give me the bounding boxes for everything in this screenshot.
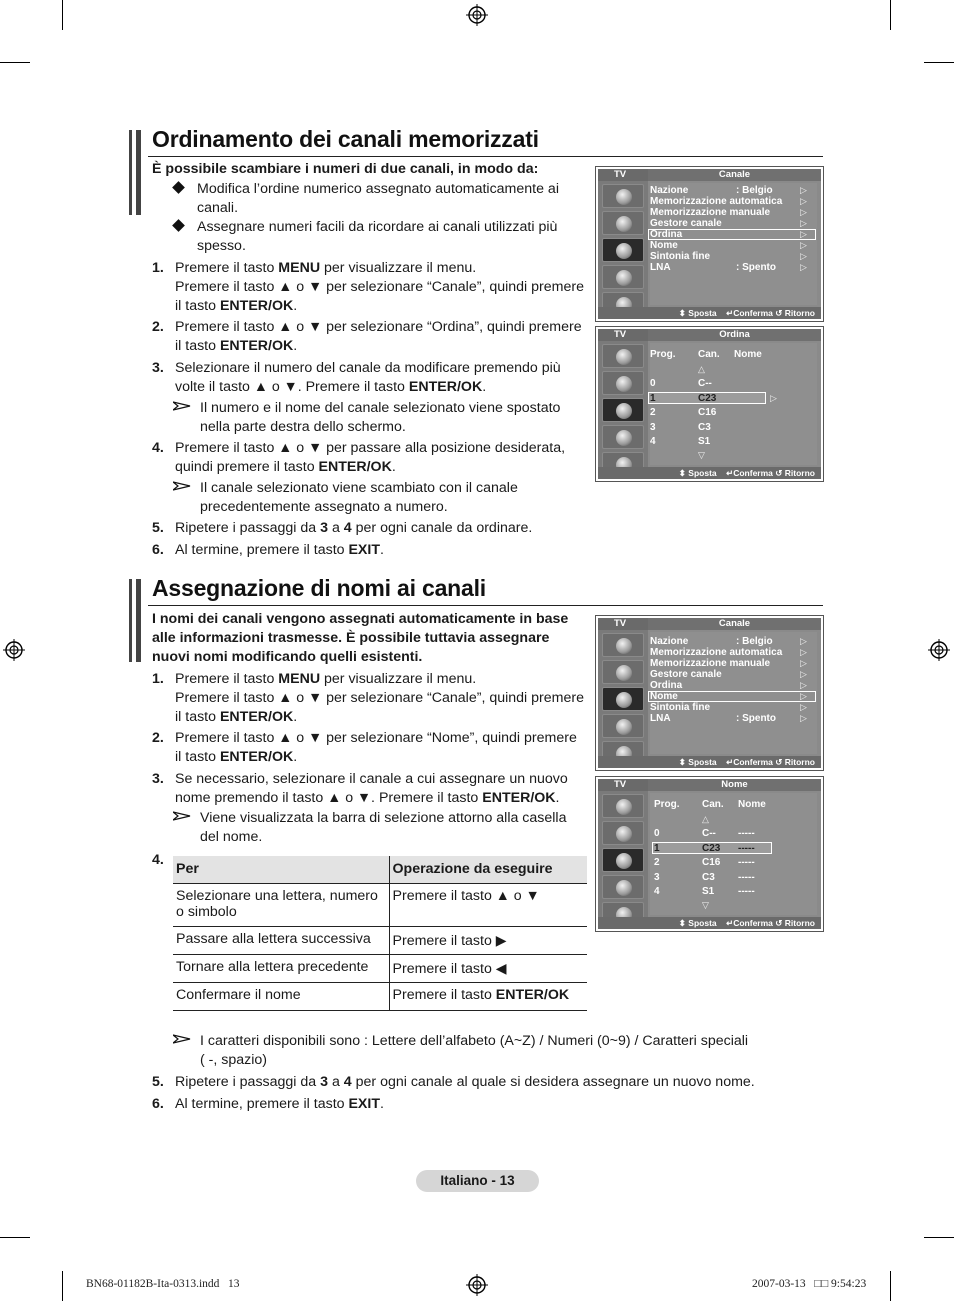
osd-tv-label: TV bbox=[598, 329, 648, 341]
arrow-right-icon: ▷ bbox=[800, 647, 807, 657]
arrow-right-icon: ▷ bbox=[800, 658, 807, 668]
channel-menu-icon bbox=[602, 687, 644, 711]
table-row bbox=[173, 982, 587, 1010]
osd-title: Nome bbox=[648, 779, 821, 791]
registration-mark-icon bbox=[928, 639, 950, 661]
arrow-down-icon: ▽ bbox=[698, 450, 705, 460]
osd-can[interactable]: S1 bbox=[698, 436, 711, 447]
osd-canale-menu bbox=[595, 615, 824, 771]
picture-menu-icon bbox=[602, 794, 644, 818]
table-row bbox=[173, 954, 587, 982]
osd-footer: ⬍ Sposta ↵Conferma ↺ Ritorno bbox=[598, 307, 821, 319]
osd-title: Canale bbox=[648, 169, 821, 181]
osd-col-header: Prog. bbox=[650, 349, 676, 360]
osd-menu-item[interactable]: Gestore canale bbox=[650, 669, 722, 680]
table-cell: Passare alla lettera successiva bbox=[173, 926, 389, 954]
enter-icon: ↵ bbox=[726, 468, 734, 478]
step-number: 1. bbox=[152, 671, 164, 687]
step-text: Al termine, premere il tasto EXIT. bbox=[175, 542, 384, 558]
osd-can[interactable]: C3 bbox=[702, 872, 715, 883]
osd-menu-value: : Spento bbox=[736, 262, 776, 273]
osd-tv-label: TV bbox=[598, 618, 648, 630]
channel-menu-icon bbox=[602, 238, 644, 262]
osd-menu-item[interactable]: LNA bbox=[650, 262, 671, 273]
osd-menu-item[interactable]: Nazione bbox=[650, 636, 689, 647]
osd-menu-item[interactable]: Memorizzazione automatica bbox=[650, 647, 783, 658]
section-bar bbox=[136, 130, 141, 215]
step-text: Premere il tasto ▲ o ▼ per selezionare “Ordina”, quindi premere il tasto ENTER/OK. bbox=[175, 319, 582, 354]
osd-menu-item[interactable]: Nome bbox=[650, 240, 678, 251]
osd-col-header: Nome bbox=[734, 349, 762, 360]
return-icon: ↺ bbox=[775, 918, 783, 928]
note-text: I caratteri disponibili sono : Lettere dell’alfabeto (A~Z) / Numeri (0~9) / Caratteri speciali ( -, spazio) bbox=[200, 1033, 749, 1068]
step-text: Premere il tasto MENU per visualizzare il menu. Premere il tasto ▲ o ▼ per selezionare “Canale”, quindi premere il tasto ENTER/OK. bbox=[175, 260, 584, 314]
section-title: Ordinamento dei canali memorizzati bbox=[152, 126, 539, 152]
osd-col-header: Can. bbox=[698, 349, 720, 360]
section-title: Assegnazione di nomi ai canali bbox=[152, 575, 486, 601]
osd-prog[interactable]: 1 bbox=[650, 393, 656, 404]
osd-menu-item[interactable]: Memorizzazione automatica bbox=[650, 196, 783, 207]
crop-mark bbox=[62, 0, 63, 30]
crop-mark bbox=[890, 1271, 891, 1301]
osd-tv-label: TV bbox=[598, 779, 648, 791]
osd-nome[interactable]: ----- bbox=[738, 886, 755, 897]
sound-menu-icon bbox=[602, 211, 644, 235]
print-date: 2007-03-13 □□ 9:54:23 bbox=[752, 1278, 867, 1290]
osd-can[interactable]: C23 bbox=[702, 843, 721, 854]
osd-menu-item[interactable]: Gestore canale bbox=[650, 218, 722, 229]
arrow-right-icon: ▷ bbox=[800, 240, 807, 250]
step-text: Ripetere i passaggi da 3 a 4 per ogni canale da ordinare. bbox=[175, 520, 533, 536]
osd-prog[interactable]: 1 bbox=[654, 843, 660, 854]
crop-mark bbox=[924, 1237, 954, 1238]
step-number: 3. bbox=[152, 771, 164, 787]
osd-prog[interactable]: 4 bbox=[650, 436, 656, 447]
crop-mark bbox=[924, 62, 954, 63]
osd-menu-item[interactable]: Sintonia fine bbox=[650, 702, 710, 713]
step-number: 4. bbox=[152, 440, 164, 456]
osd-prog[interactable]: 3 bbox=[654, 872, 660, 883]
picture-menu-icon bbox=[602, 344, 644, 368]
picture-menu-icon bbox=[602, 633, 644, 657]
osd-canale-menu bbox=[595, 166, 824, 322]
osd-nome[interactable]: ----- bbox=[738, 872, 755, 883]
osd-nome[interactable]: ----- bbox=[738, 843, 755, 854]
osd-prog[interactable]: 0 bbox=[654, 828, 660, 839]
osd-footer: ⬍ Sposta ↵Conferma ↺ Ritorno bbox=[598, 756, 821, 768]
arrow-right-icon: ▷ bbox=[800, 251, 807, 261]
osd-menu-item[interactable]: Nazione bbox=[650, 185, 689, 196]
osd-menu-item[interactable]: Sintonia fine bbox=[650, 251, 710, 262]
osd-col-header: Can. bbox=[702, 799, 724, 810]
channel-menu-icon bbox=[602, 398, 644, 422]
osd-menu-value: : Spento bbox=[736, 713, 776, 724]
section-bar bbox=[129, 579, 132, 662]
osd-nome[interactable]: ----- bbox=[738, 857, 755, 868]
return-icon: ↺ bbox=[775, 468, 783, 478]
intro-text: È possibile scambiare i numeri di due canali, in modo da: bbox=[152, 161, 539, 177]
move-icon: ⬍ bbox=[678, 918, 686, 928]
osd-sidebar bbox=[598, 181, 648, 307]
arrow-up-icon: △ bbox=[702, 814, 709, 824]
arrow-up-icon: △ bbox=[698, 364, 705, 374]
file-info: BN68-01182B-Ita-0313.indd 13 bbox=[86, 1278, 240, 1290]
return-icon: ↺ bbox=[775, 308, 783, 318]
arrow-right-icon: ▷ bbox=[800, 702, 807, 712]
table-cell: Premere il tasto ▲ o ▼ bbox=[389, 883, 587, 926]
note-text: Viene visualizzata la barra di selezione attorno alla casella del nome. bbox=[200, 810, 567, 845]
section-bar bbox=[129, 130, 132, 215]
setup-menu-icon bbox=[602, 875, 644, 899]
note-text: Il canale selezionato viene scambiato con il canale precedentemente assegnato a numero. bbox=[200, 480, 518, 515]
osd-can[interactable]: C16 bbox=[698, 407, 717, 418]
step-number: 1. bbox=[152, 260, 164, 276]
table-cell: Premere il tasto ENTER/OK bbox=[389, 982, 587, 1010]
osd-nome[interactable]: ----- bbox=[738, 828, 755, 839]
page-number-pill: Italiano - 13 bbox=[416, 1170, 539, 1192]
osd-tv-label: TV bbox=[598, 169, 648, 181]
osd-can[interactable]: S1 bbox=[702, 886, 715, 897]
step-text: Al termine, premere il tasto EXIT. bbox=[175, 1096, 384, 1112]
return-icon: ↺ bbox=[775, 757, 783, 767]
note-arrow-icon bbox=[173, 481, 191, 491]
crop-mark bbox=[0, 62, 30, 63]
table-cell: Confermare il nome bbox=[173, 982, 389, 1010]
table-row bbox=[173, 926, 587, 954]
registration-mark-icon bbox=[3, 639, 25, 661]
arrow-right-icon: ▷ bbox=[800, 229, 807, 239]
sound-menu-icon bbox=[602, 660, 644, 684]
key-table bbox=[173, 856, 587, 1011]
arrow-right-icon: ▷ bbox=[800, 669, 807, 679]
table-row bbox=[173, 883, 587, 926]
table-header-cell: Per bbox=[173, 856, 389, 883]
osd-menu-value: : Belgio bbox=[736, 636, 773, 647]
step-text: Ripetere i passaggi da 3 a 4 per ogni canale al quale si desidera assegnare un nuovo nome. bbox=[175, 1074, 755, 1090]
step-number: 3. bbox=[152, 360, 164, 376]
step-text: Premere il tasto ▲ o ▼ per passare alla posizione desiderata, quindi premere il tasto ENTER/OK. bbox=[175, 440, 566, 475]
osd-prog[interactable]: 3 bbox=[650, 422, 656, 433]
setup-menu-icon bbox=[602, 265, 644, 289]
arrow-down-icon: ▽ bbox=[702, 900, 709, 910]
section-bar bbox=[136, 579, 141, 662]
note-arrow-icon bbox=[173, 401, 191, 411]
step-number: 2. bbox=[152, 730, 164, 746]
registration-mark-icon bbox=[466, 4, 488, 26]
arrow-right-icon: ▷ bbox=[800, 713, 807, 723]
crop-mark bbox=[62, 1271, 63, 1301]
osd-can[interactable]: C-- bbox=[698, 378, 712, 389]
bullet-item: Assegnare numeri facili da ricordare ai canali utilizzati più spesso. bbox=[197, 218, 577, 256]
enter-icon: ↵ bbox=[726, 757, 734, 767]
osd-menu-item[interactable]: Ordina bbox=[650, 229, 683, 240]
move-icon: ⬍ bbox=[678, 468, 686, 478]
crop-mark bbox=[0, 1237, 30, 1238]
step-number: 2. bbox=[152, 319, 164, 335]
note-arrow-icon bbox=[173, 811, 191, 821]
osd-body bbox=[650, 343, 817, 465]
osd-title: Ordina bbox=[648, 329, 821, 341]
arrow-right-icon: ▷ bbox=[800, 196, 807, 206]
step-number: 4. bbox=[152, 852, 164, 868]
osd-footer: ⬍ Sposta ↵Conferma ↺ Ritorno bbox=[598, 467, 821, 479]
osd-can[interactable]: C16 bbox=[702, 857, 721, 868]
osd-sidebar bbox=[598, 630, 648, 756]
table-header-row bbox=[173, 856, 587, 883]
table-cell: Premere il tasto ◀ bbox=[389, 954, 587, 982]
osd-menu-item[interactable]: Nome bbox=[650, 691, 678, 702]
table-header-cell: Operazione da eseguire bbox=[389, 856, 587, 883]
osd-menu-item[interactable]: Memorizzazione manuale bbox=[650, 207, 771, 218]
step-text: Premere il tasto ▲ o ▼ per selezionare “Nome”, quindi premere il tasto ENTER/OK. bbox=[175, 730, 577, 765]
osd-ordina-menu bbox=[595, 326, 824, 482]
picture-menu-icon bbox=[602, 184, 644, 208]
osd-can[interactable]: C23 bbox=[698, 393, 717, 404]
osd-title: Canale bbox=[648, 618, 821, 630]
table-cell: Premere il tasto ▶ bbox=[389, 926, 587, 954]
osd-prog[interactable]: 2 bbox=[654, 857, 660, 868]
osd-prog[interactable]: 0 bbox=[650, 378, 656, 389]
arrow-right-icon: ▷ bbox=[770, 393, 777, 403]
arrow-right-icon: ▷ bbox=[800, 207, 807, 217]
crop-mark bbox=[890, 0, 891, 30]
osd-col-header: Nome bbox=[738, 799, 766, 810]
sound-menu-icon bbox=[602, 371, 644, 395]
arrow-right-icon: ▷ bbox=[800, 218, 807, 228]
osd-prog[interactable]: 4 bbox=[654, 886, 660, 897]
arrow-right-icon: ▷ bbox=[800, 185, 807, 195]
osd-menu-item[interactable]: Ordina bbox=[650, 680, 683, 691]
arrow-right-icon: ▷ bbox=[800, 636, 807, 646]
intro-text: I nomi dei canali vengono assegnati automaticamente in base alle informazioni trasmesse. È possibile tuttavia assegnare nuovi nomi modificando quelli esistenti. bbox=[152, 611, 569, 665]
enter-icon: ↵ bbox=[726, 918, 734, 928]
osd-can[interactable]: C3 bbox=[698, 422, 711, 433]
note-text: Il numero e il nome del canale selezionato viene spostato nella parte destra dello schermo. bbox=[200, 400, 561, 435]
osd-sidebar bbox=[598, 791, 648, 917]
osd-nome-menu bbox=[595, 776, 824, 932]
arrow-right-icon: ▷ bbox=[800, 262, 807, 272]
arrow-right-icon: ▷ bbox=[800, 680, 807, 690]
registration-mark-icon bbox=[466, 1274, 488, 1296]
osd-menu-item[interactable]: Memorizzazione manuale bbox=[650, 658, 771, 669]
move-icon: ⬍ bbox=[678, 757, 686, 767]
setup-menu-icon bbox=[602, 425, 644, 449]
osd-menu-item[interactable]: LNA bbox=[650, 713, 671, 724]
step-number: 6. bbox=[152, 1096, 164, 1112]
step-number: 6. bbox=[152, 542, 164, 558]
bullet-item: Modifica l’ordine numerico assegnato automaticamente ai canali. bbox=[197, 180, 577, 218]
osd-col-header: Prog. bbox=[654, 799, 680, 810]
arrow-right-icon: ▷ bbox=[800, 691, 807, 701]
osd-can[interactable]: C-- bbox=[702, 828, 716, 839]
step-text: Se necessario, selezionare il canale a cui assegnare un nuovo nome premendo il tasto ▲ o ▼. Premere il tasto ENTER/OK. bbox=[175, 771, 568, 806]
sound-menu-icon bbox=[602, 821, 644, 845]
setup-menu-icon bbox=[602, 714, 644, 738]
osd-body bbox=[650, 183, 817, 305]
channel-menu-icon bbox=[602, 848, 644, 872]
step-text: Premere il tasto MENU per visualizzare il menu. Premere il tasto ▲ o ▼ per selezionare “Canale”, quindi premere il tasto ENTER/OK. bbox=[175, 671, 584, 725]
osd-body bbox=[650, 793, 817, 915]
table-cell: Tornare alla lettera precedente bbox=[173, 954, 389, 982]
step-number: 5. bbox=[152, 1074, 164, 1090]
table-cell: Selezionare una lettera, numero o simbolo bbox=[173, 883, 389, 926]
note-arrow-icon bbox=[173, 1034, 191, 1044]
osd-body bbox=[650, 632, 817, 754]
enter-icon: ↵ bbox=[726, 308, 734, 318]
step-text: Selezionare il numero del canale da modificare premendo più volte il tasto ▲ o ▼. Premere il tasto ENTER/OK. bbox=[175, 360, 561, 395]
osd-footer: ⬍ Sposta ↵Conferma ↺ Ritorno bbox=[598, 917, 821, 929]
osd-prog[interactable]: 2 bbox=[650, 407, 656, 418]
section-rule bbox=[148, 156, 823, 157]
osd-sidebar bbox=[598, 341, 648, 467]
step-number: 5. bbox=[152, 520, 164, 536]
move-icon: ⬍ bbox=[678, 308, 686, 318]
section-rule bbox=[148, 605, 823, 606]
osd-menu-value: : Belgio bbox=[736, 185, 773, 196]
